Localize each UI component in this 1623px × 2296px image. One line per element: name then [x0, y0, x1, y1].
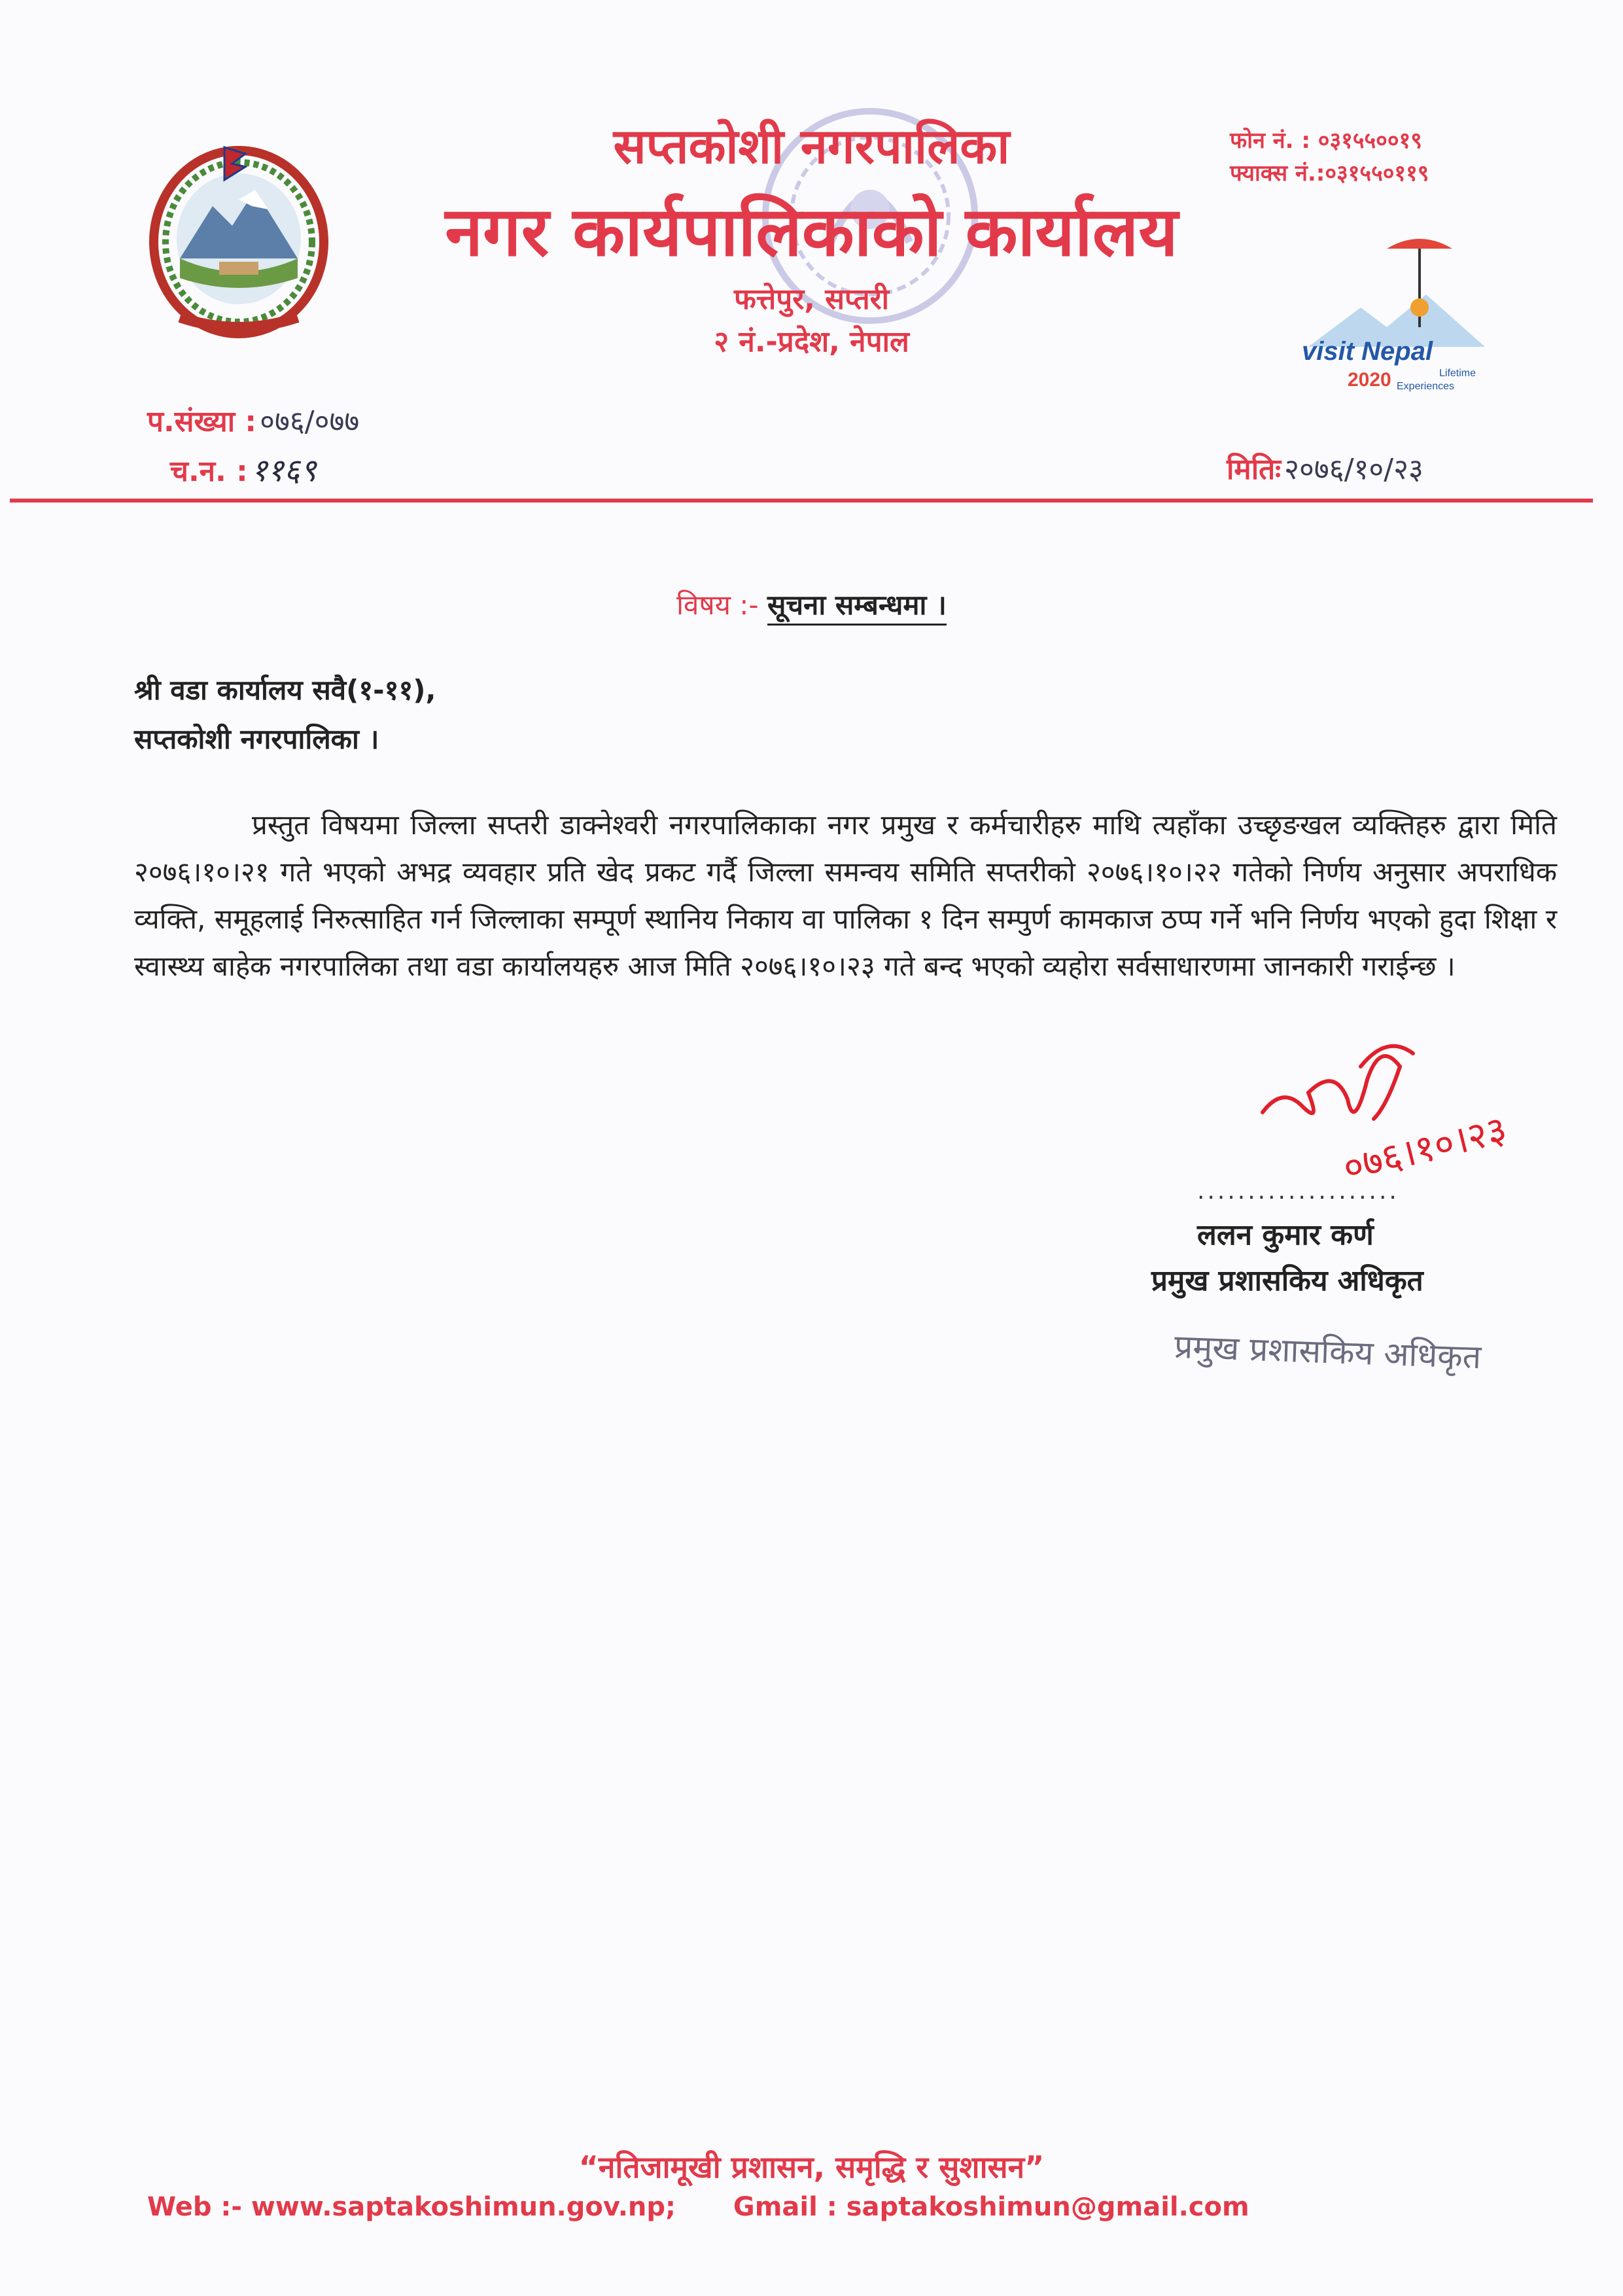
dispatch-number-value: ११६९	[251, 452, 317, 489]
letter-number-value: ०७६/०७७	[260, 405, 360, 438]
visit-nepal-tagline-1: Lifetime	[1439, 368, 1476, 379]
web-label: Web :-	[147, 2192, 242, 2222]
visit-nepal-tagline-2: Experiences	[1397, 381, 1455, 392]
date-value: २०७६/१०/२३	[1284, 453, 1423, 486]
dispatch-number-label: च.न. :	[170, 455, 248, 488]
letter-number-label: प.संख्या :	[147, 405, 257, 438]
footer-contact	[147, 2192, 1249, 2222]
signature-date: ०७६।१०।२३	[1338, 1106, 1512, 1191]
signatory-name: ललन कुमार कर्ण	[1197, 1218, 1374, 1252]
dispatch-number-row	[170, 448, 317, 491]
gmail-label: Gmail :	[733, 2192, 837, 2222]
municipality-name: सप्तकोशी नगरपालिका	[613, 118, 1010, 175]
signatory-title: प्रमुख प्रशासकिय अधिकृत	[1151, 1264, 1423, 1298]
letter-body: प्रस्तुत विषयमा जिल्ला सप्तरी डाक्नेश्वरी नगरपालिकाका नगर प्रमुख र कर्मचारीहरु माथि त्यहाँका उच्छृङखल व्यक्तिहरु द्वारा मिति २०७६।१०।२१ गते भएको अभद्र व्यवहार प्रति खेद प्रकट गर्दै जिल्ला समन्वय समिति सप्तरीको २०७६।१०।२२ गतेको निर्णय अनुसार अपराधिक व्यक्ति, समूहलाई निरुत्साहित गर्न जिल्लाका सम्पूर्ण स्थानिय निकाय वा पालिका १ दिन सम्पुर्ण कामकाज ठप्प गर्ने भनि निर्णय भएको हुदा शिक्षा र स्वास्थ्य बाहेक नगरपालिका तथा वडा कार्यालयहरु आज मिति २०७६।१०।२३ गते बन्द भएको व्यहोरा सर्वसाधारणमा जानकारी गराईन्छ ।	[134, 809, 1557, 982]
letter-number-row	[147, 400, 359, 440]
handwritten-signature	[1243, 1027, 1570, 1197]
visit-nepal-2020-logo	[1289, 229, 1524, 399]
visit-nepal-brand: visit Nepal	[1302, 337, 1433, 366]
office-location: फत्तेपुर, सप्तरी	[733, 283, 890, 316]
phone-number: फोन नं. : ०३१५५००१९	[1230, 128, 1422, 154]
office-name: नगर कार्यपालिकाको कार्यालय	[445, 192, 1178, 272]
date-label: मितिः	[1227, 453, 1282, 486]
email-link[interactable]: saptakoshimun@gmail.com	[846, 2192, 1249, 2222]
website-link[interactable]: www.saptakoshimun.gov.np;	[251, 2192, 676, 2222]
date-row	[1227, 448, 1423, 487]
addressee-line-2: सप्तकोशी नगरपालिका ।	[134, 723, 379, 755]
visit-nepal-year: 2020	[1348, 369, 1391, 391]
visit-nepal-graphic	[1289, 229, 1524, 399]
subject-label: विषय :-	[676, 589, 759, 621]
subject-text: सूचना सम्बन्धमा ।	[767, 589, 947, 626]
signature-dots: ....................	[1197, 1178, 1399, 1205]
addressee-line-1: श्री वडा कार्यालय सवै(१-११),	[134, 674, 436, 706]
footer-motto: “नतिजामूखी प्रशासन, समृद्धि र सुशासन”	[578, 2149, 1045, 2185]
fax-number: फ्याक्स नं.:०३१५५०११९	[1230, 160, 1429, 186]
subject-line	[0, 586, 1623, 623]
office-province: २ नं.-प्रदेश, नेपाल	[714, 325, 909, 359]
header-divider	[10, 499, 1593, 503]
official-stamp: प्रमुख प्रशासकिय अधिकृत	[1174, 1327, 1482, 1377]
